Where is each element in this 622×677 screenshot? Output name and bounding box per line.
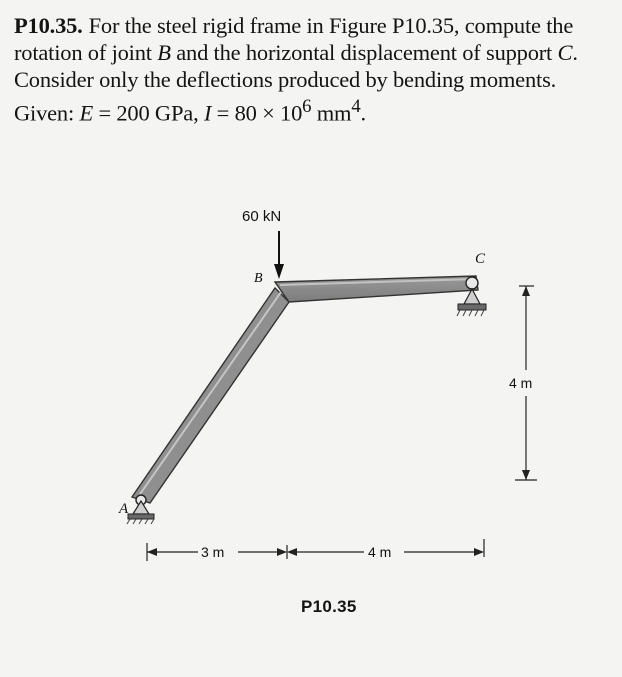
left-dim-label: 3 m xyxy=(201,544,225,560)
problem-text-3: . Consider only the deflections produced by bending moments. Given: xyxy=(14,40,578,126)
inclined-member-ab xyxy=(132,288,289,503)
joint-b-label: B xyxy=(254,271,263,286)
joint-c-label: C xyxy=(475,251,486,267)
inertia-unit-exponent: 4 xyxy=(351,96,361,117)
inertia-symbol: I xyxy=(203,100,212,126)
problem-end: . xyxy=(360,100,366,126)
inertia-unit: mm xyxy=(311,100,352,126)
inertia-exponent: 6 xyxy=(302,96,312,117)
dim-arrow-right-start xyxy=(287,548,297,556)
problem-text-2: and the horizontal displacement of support xyxy=(170,40,558,65)
problem-number: P10.35. xyxy=(14,13,83,38)
vertical-dim-label: 4 m xyxy=(509,375,533,391)
horizontal-member-bc xyxy=(275,276,478,302)
load-label: 60 kN xyxy=(242,208,282,225)
problem-text-1: For the steel rigid frame in Figure P10.35, compute the rotation of joint xyxy=(14,13,574,65)
right-dim-label: 4 m xyxy=(368,544,392,560)
horizontal-dimension xyxy=(147,539,484,561)
modulus-symbol: E xyxy=(79,100,94,126)
joint-a-label: A xyxy=(119,501,129,517)
dim-arrow-right-end xyxy=(474,548,484,556)
vertical-dim-arrow-top xyxy=(522,286,530,296)
dim-arrow-left-start xyxy=(147,548,157,556)
joint-b-symbol: B xyxy=(157,40,171,65)
support-c-symbol: C xyxy=(557,40,573,65)
modulus-value: = 200 GPa, xyxy=(93,100,204,126)
inertia-value: = 80 × 10 xyxy=(211,100,303,126)
vertical-dim-arrow-bottom xyxy=(522,470,530,480)
dim-arrow-left-end xyxy=(277,548,287,556)
figure-caption: P10.35 xyxy=(301,597,357,616)
load-arrow-60kn xyxy=(274,231,284,279)
